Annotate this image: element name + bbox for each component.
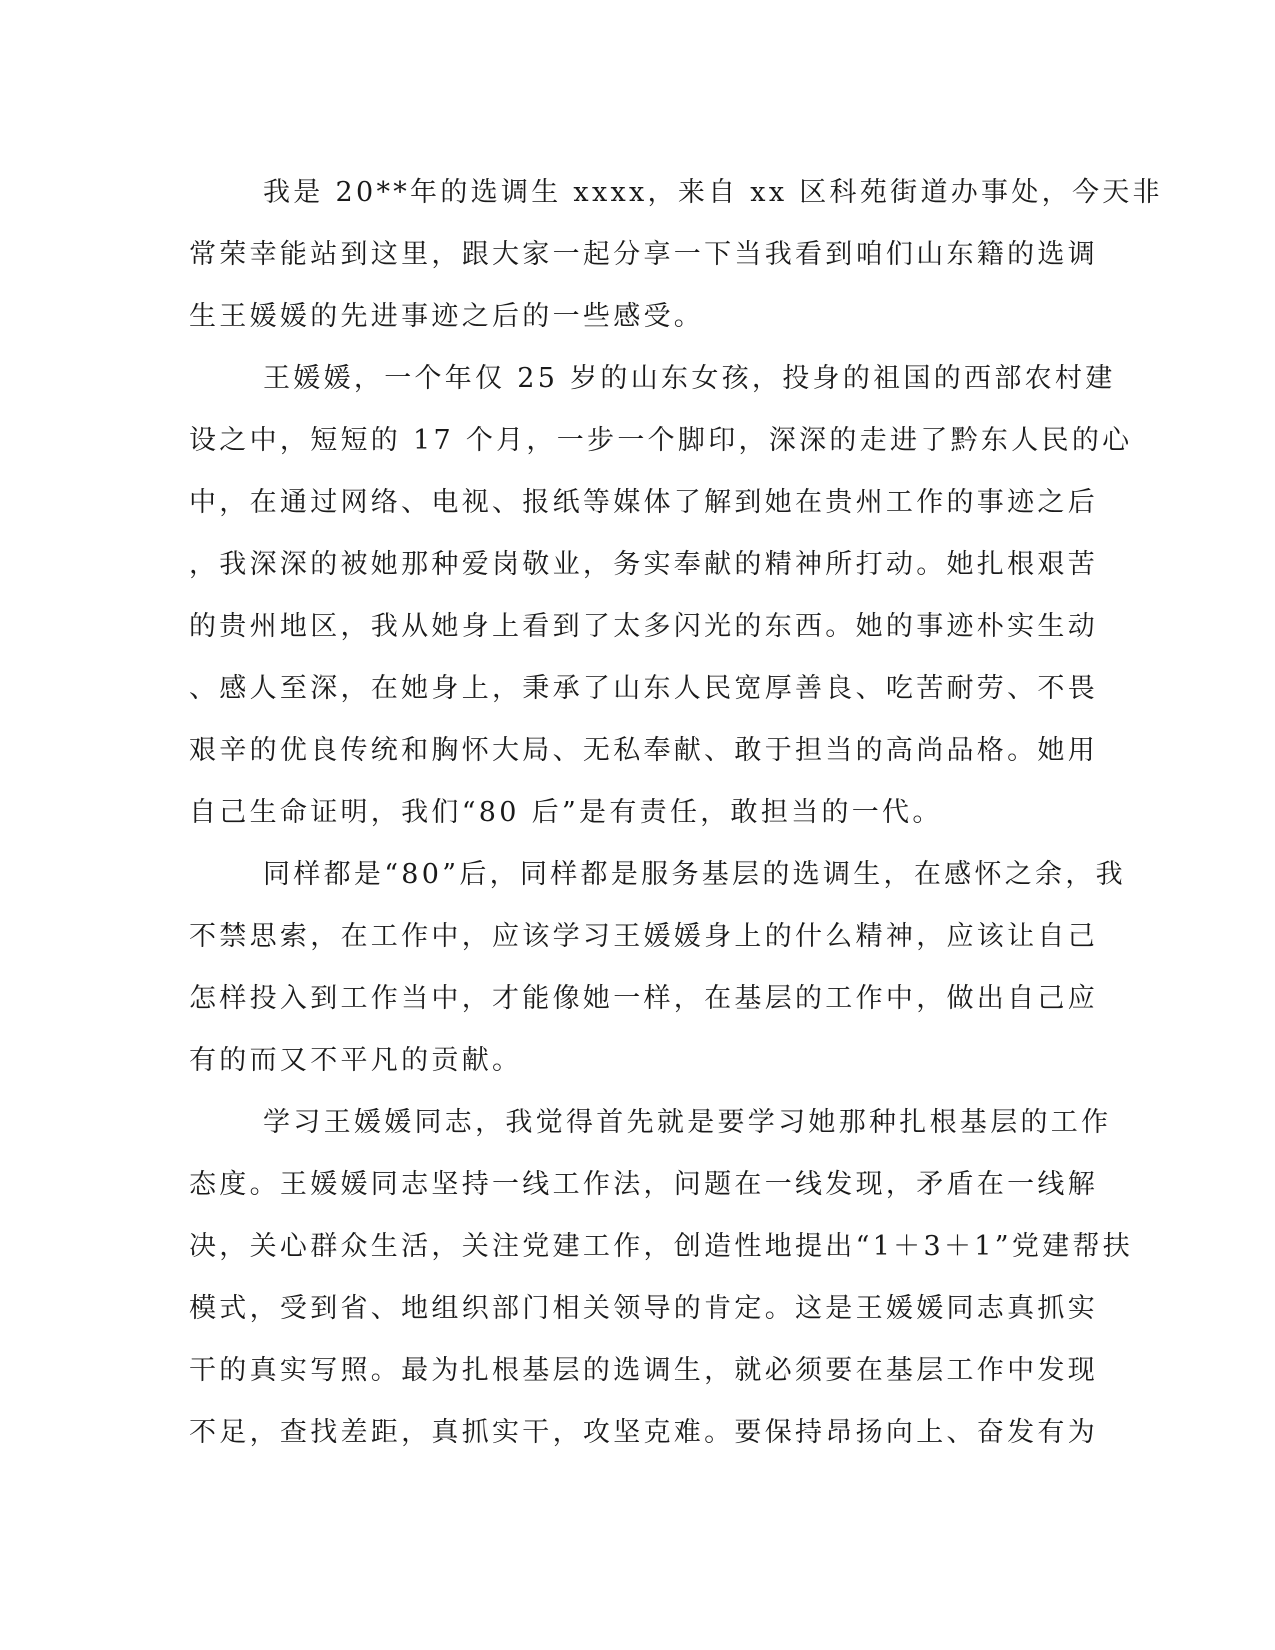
paragraph-4-line-1: 学习王媛媛同志，我觉得首先就是要学习她那种扎根基层的工作 <box>263 1107 1112 1138</box>
paragraph-1-line-2: 常荣幸能站到这里，跟大家一起分享一下当我看到咱们山东籍的选调 <box>189 239 1098 270</box>
paragraph-2-line-1: 王媛媛，一个年仅 25 岁的山东女孩，投身的祖国的西部农村建 <box>263 363 1116 394</box>
paragraph-4-line-3: 决，关心群众生活，关注党建工作，创造性地提出“1＋3＋1”党建帮扶 <box>189 1231 1134 1262</box>
paragraph-3-line-4: 有的而又不平凡的贡献。 <box>189 1045 523 1076</box>
paragraph-3-line-3: 怎样投入到工作当中，才能像她一样，在基层的工作中，做出自己应 <box>189 983 1098 1014</box>
paragraph-2-line-4: ，我深深的被她那种爱岗敬业，务实奉献的精神所打动。她扎根艰苦 <box>189 549 1098 580</box>
paragraph-2-line-7: 艰辛的优良传统和胸怀大局、无私奉献、敢于担当的高尚品格。她用 <box>189 735 1098 766</box>
paragraph-2-line-6: 、感人至深，在她身上，秉承了山东人民宽厚善良、吃苦耐劳、不畏 <box>189 673 1098 704</box>
paragraph-2-line-5: 的贵州地区，我从她身上看到了太多闪光的东西。她的事迹朴实生动 <box>189 611 1098 642</box>
paragraph-4-line-5: 干的真实写照。最为扎根基层的选调生，就必须要在基层工作中发现 <box>189 1355 1098 1386</box>
paragraph-2-line-3: 中，在通过网络、电视、报纸等媒体了解到她在贵州工作的事迹之后 <box>189 487 1098 518</box>
paragraph-2-line-2: 设之中，短短的 17 个月，一步一个脚印，深深的走进了黔东人民的心 <box>189 425 1133 456</box>
body-text <box>189 162 1163 1464</box>
paragraph-1-line-1: 我是 20**年的选调生 xxxx，来自 xx 区科苑街道办事处，今天非 <box>263 177 1163 208</box>
paragraph-4-line-4: 模式，受到省、地组织部门相关领导的肯定。这是王媛媛同志真抓实 <box>189 1293 1098 1324</box>
paragraph-3-line-2: 不禁思索，在工作中，应该学习王媛媛身上的什么精神，应该让自己 <box>189 921 1098 952</box>
paragraph-1-line-3: 生王媛媛的先进事迹之后的一些感受。 <box>189 301 705 332</box>
paragraph-2-line-8: 自己生命证明，我们“80 后”是有责任，敢担当的一代。 <box>189 797 943 828</box>
paragraph-4-line-6: 不足，查找差距，真抓实干，攻坚克难。要保持昂扬向上、奋发有为 <box>189 1417 1098 1448</box>
paragraph-3-line-1: 同样都是“80”后，同样都是服务基层的选调生，在感怀之余，我 <box>263 859 1126 890</box>
paragraph-4-line-2: 态度。王媛媛同志坚持一线工作法，问题在一线发现，矛盾在一线解 <box>189 1169 1098 1200</box>
